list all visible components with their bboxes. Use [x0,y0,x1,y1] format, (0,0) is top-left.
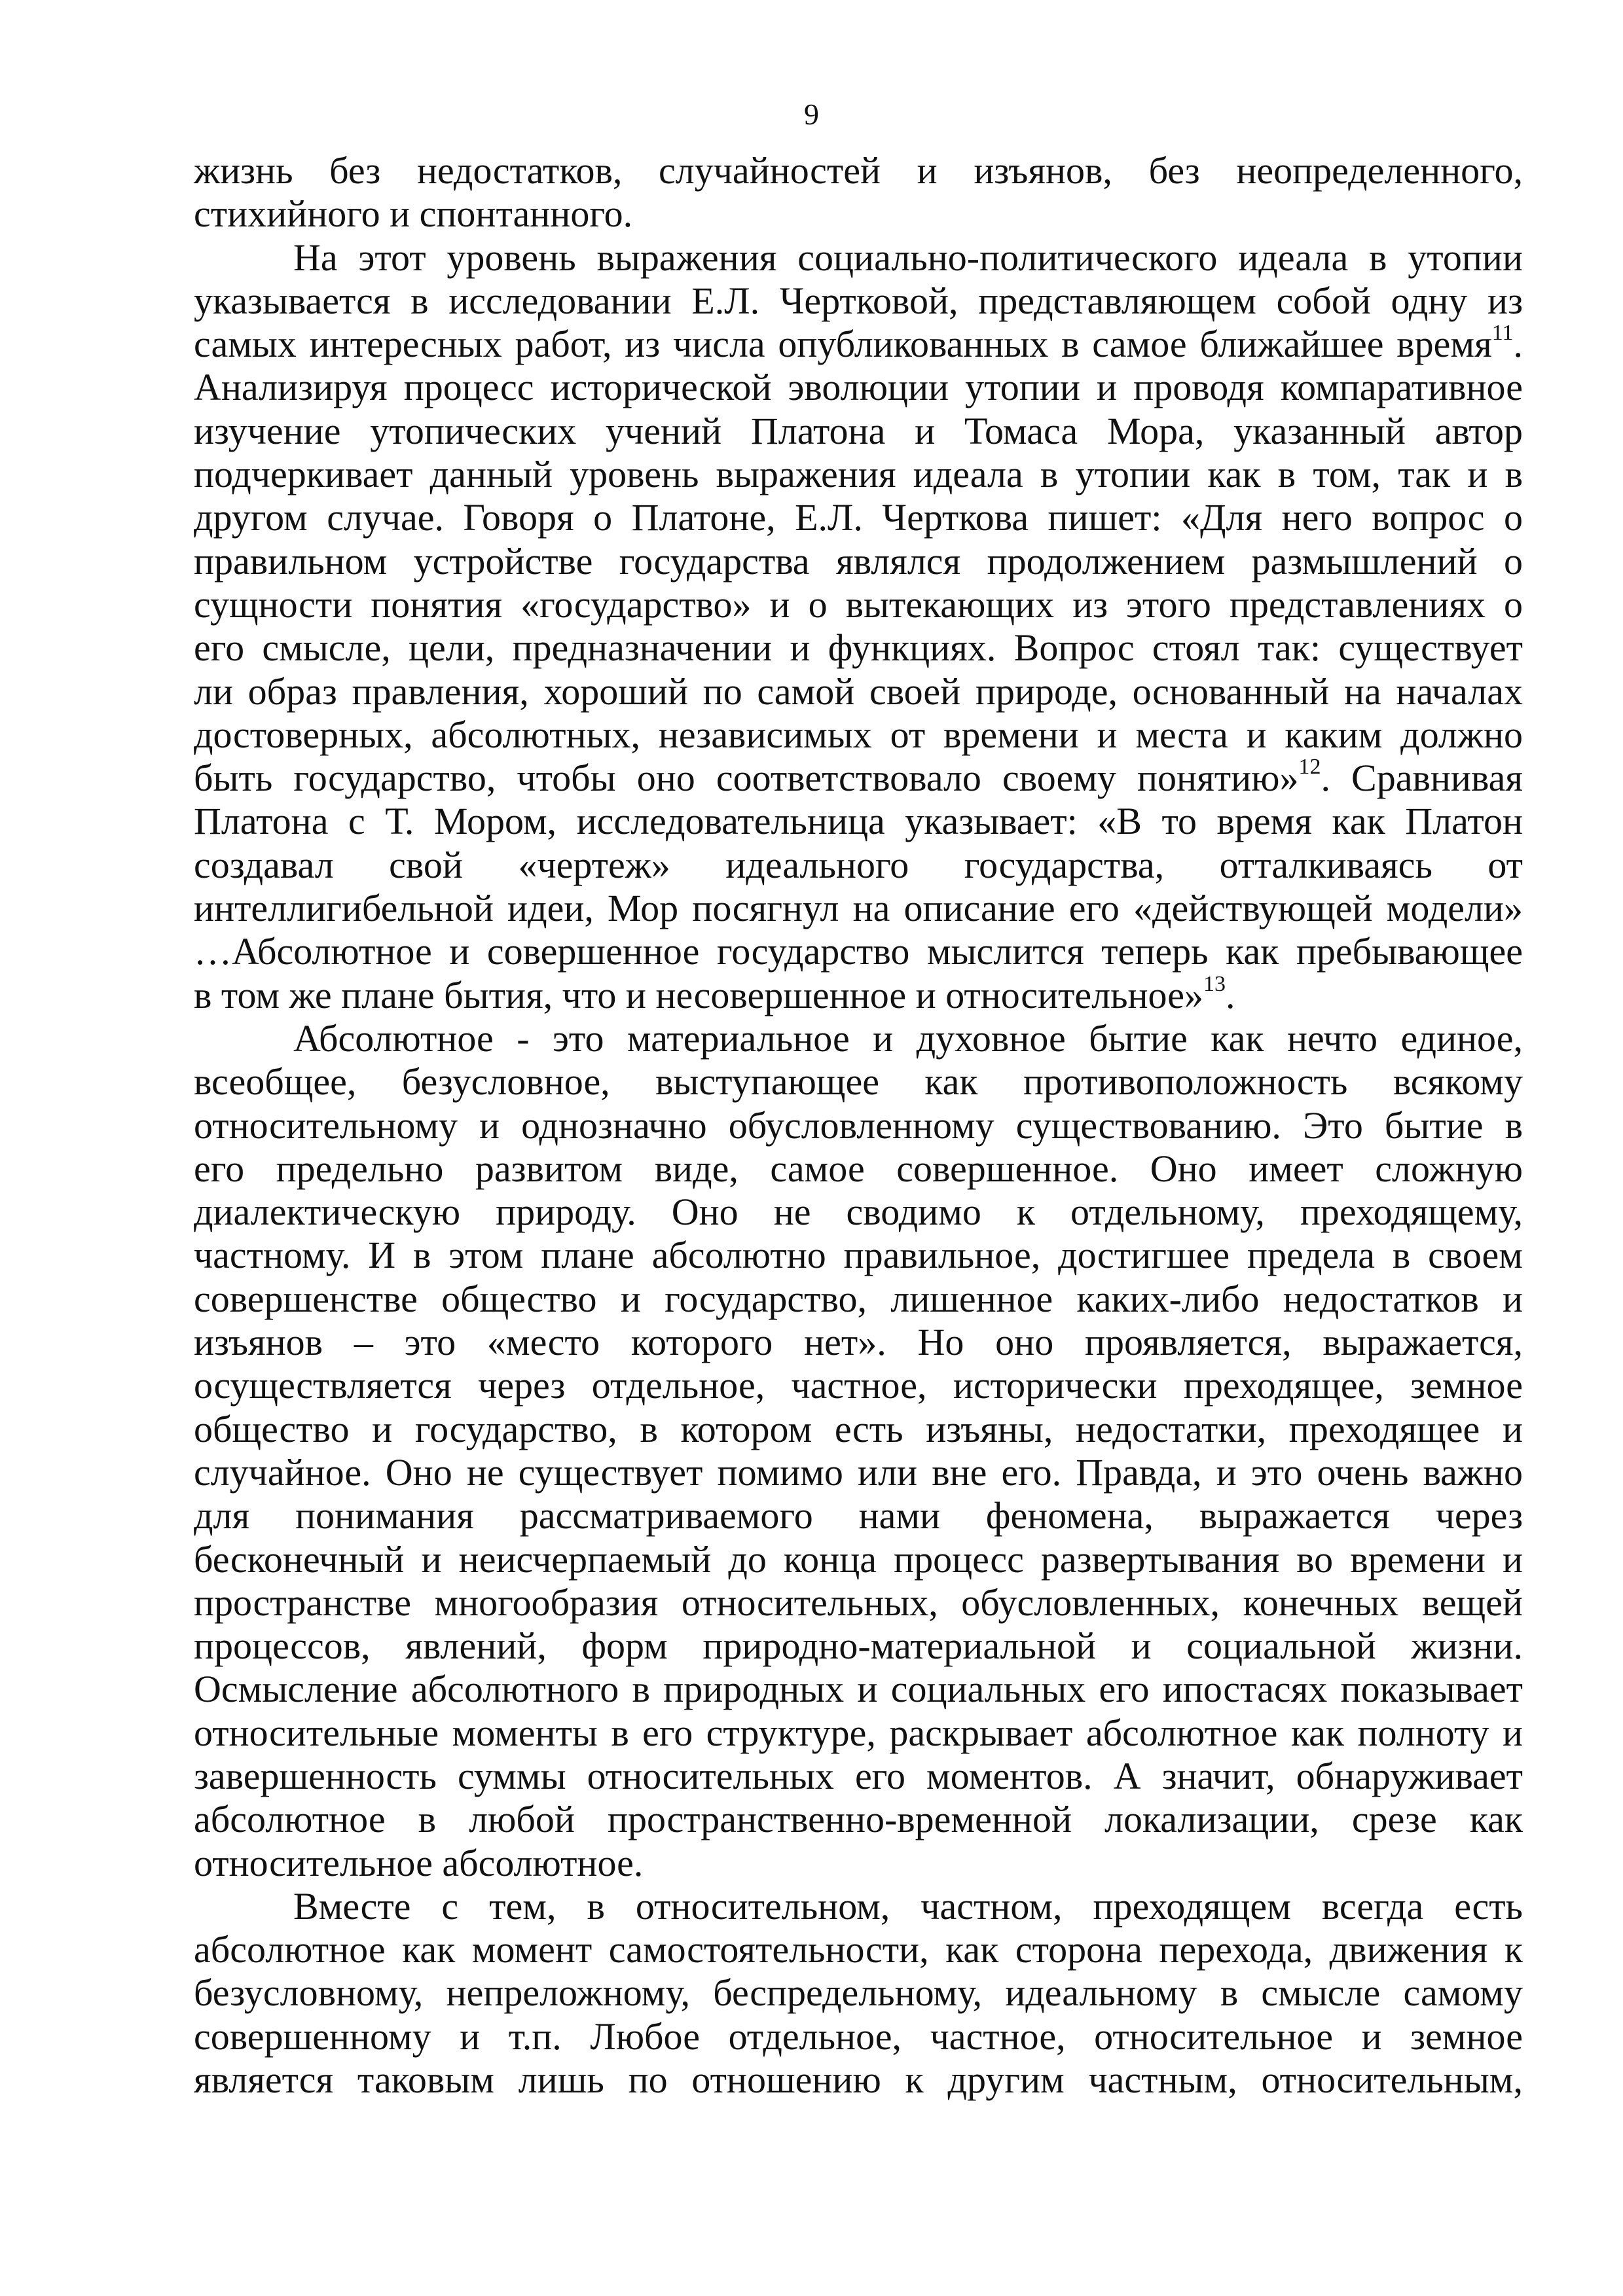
text-line: Осмысление абсолютного в природных и социальных его ипостасях показывает [194,1668,1523,1711]
text-line: …Абсолютное и совершенное государство мыслится теперь как пребывающее [194,930,1523,973]
text-line: всеобщее, безусловное, выступающее как противоположность всякому [194,1060,1523,1103]
text-line: указывается в исследовании Е.Л. Чертковой, представляющем собой одну из [194,279,1523,322]
text-line: частному. И в этом плане абсолютно правильное, достигшее предела в своем [194,1234,1523,1277]
text-line: его смысле, цели, предназначении и функциях. Вопрос стоял так: существует [194,626,1523,670]
text-segment: . [1513,323,1523,366]
text-line: случайное. Оно не существует помимо или вне его. Правда, и это очень важно [194,1450,1523,1494]
text-line: сущности понятия «государство» и о вытекающих из этого представлениях о [194,583,1523,626]
text-line: совершенстве общество и государство, лишенное каких-либо недостатков и [194,1277,1523,1320]
text-line: абсолютное в любой пространственно-временной локализации, срезе как [194,1798,1523,1841]
text-line: правильном устройстве государства являлся продолжением размышлений о [194,539,1523,583]
text-line: интеллигибельной идеи, Мор посягнул на описание его «действующей модели» [194,887,1523,930]
paragraph-1 [194,149,1523,236]
text-line: создавал свой «чертеж» идеального государства, отталкиваясь от [194,843,1523,886]
text-line: относительному и однозначно обусловленному существованию. Это бытие в [194,1103,1523,1147]
text-line: относительные моменты в его структуре, раскрывает абсолютное как полноту и [194,1711,1523,1754]
body-text [194,149,1523,2102]
text-line: бесконечный и неисчерпаемый до конца процесс развертывания во времени и [194,1537,1523,1581]
text-line: для понимания рассматриваемого нами феномена, выражается через [194,1494,1523,1537]
text-line: относительное абсолютное. [194,1841,644,1884]
text-line: общество и государство, в котором есть изъяны, недостатки, преходящее и [194,1407,1523,1450]
paragraph-2 [194,236,1523,1017]
text-line: осуществляется через отдельное, частное, исторически преходящее, земное [194,1364,1523,1407]
text-line: На этот уровень выражения социально-политического идеала в утопии [293,236,1523,279]
text-segment: . [1226,973,1235,1016]
text-line: его предельно развитом виде, самое совершенное. Оно имеет сложную [194,1147,1523,1190]
text-line: Вместе с тем, в относительном, частном, преходящем всегда есть [293,1884,1523,1928]
text-line: абсолютное как момент самостоятельности, как сторона перехода, движения к [194,1928,1523,1971]
text-segment: быть государство, чтобы оно соответствовало своему понятию» [194,757,1299,800]
text-line: Абсолютное - это материальное и духовное бытие как нечто единое, [293,1016,1523,1060]
text-line: Платона с Т. Мором, исследовательница указывает: «В то время как Платон [194,800,1523,843]
text-line [194,323,1523,366]
text-line [194,757,1523,800]
text-line: безусловному, непреложному, беспредельному, идеальному в смысле самому [194,1971,1523,2015]
text-line: является таковым лишь по отношению к другим частным, относительным, [194,2058,1523,2102]
footnote-ref[interactable]: 12 [1298,755,1321,780]
text-segment: самых интересных работ, из числа опубликованных в самое ближайшее время [194,323,1492,366]
text-line: изучение утопических учений Платона и Томаса Мора, указанный автор [194,409,1523,452]
text-line: совершенному и т.п. Любое отдельное, частное, относительное и земное [194,2015,1523,2058]
text-line: диалектическую природу. Оно не сводимо к отдельному, преходящему, [194,1191,1523,1234]
text-line: подчеркивает данный уровень выражения идеала в утопии как в том, так и в [194,453,1523,496]
text-line: ли образ правления, хороший по самой своей природе, основанный на началах [194,670,1523,713]
text-line [194,971,1523,1017]
text-line: изъянов – это «место которого нет». Но оно проявляется, выражается, [194,1321,1523,1364]
text-line: пространстве многообразия относительных, обусловленных, конечных вещей [194,1581,1523,1624]
text-line: стихийного и спонтанного. [194,192,633,236]
text-segment: в том же плане бытия, что и несовершенное и относительное» [194,973,1204,1016]
paragraph-3 [194,1017,1523,1885]
footnote-ref[interactable]: 11 [1491,321,1514,346]
text-segment: . Сравнивая [1321,757,1523,800]
text-line: другом случае. Говоря о Платоне, Е.Л. Черткова пишет: «Для него вопрос о [194,496,1523,539]
page-number: 9 [804,98,819,131]
text-line: завершенность суммы относительных его моментов. А значит, обнаруживает [194,1754,1523,1797]
text-line: процессов, явлений, форм природно-материальной и социальной жизни. [194,1624,1523,1668]
footnote-ref[interactable]: 13 [1203,971,1226,996]
text-line: достоверных, абсолютных, независимых от времени и места и каким должно [194,713,1523,756]
text-line: Анализируя процесс исторической эволюции утопии и проводя компаративное [194,366,1523,409]
text-line: жизнь без недостатков, случайностей и изъянов, без неопределенного, [194,149,1523,192]
paragraph-4 [194,1885,1523,2102]
